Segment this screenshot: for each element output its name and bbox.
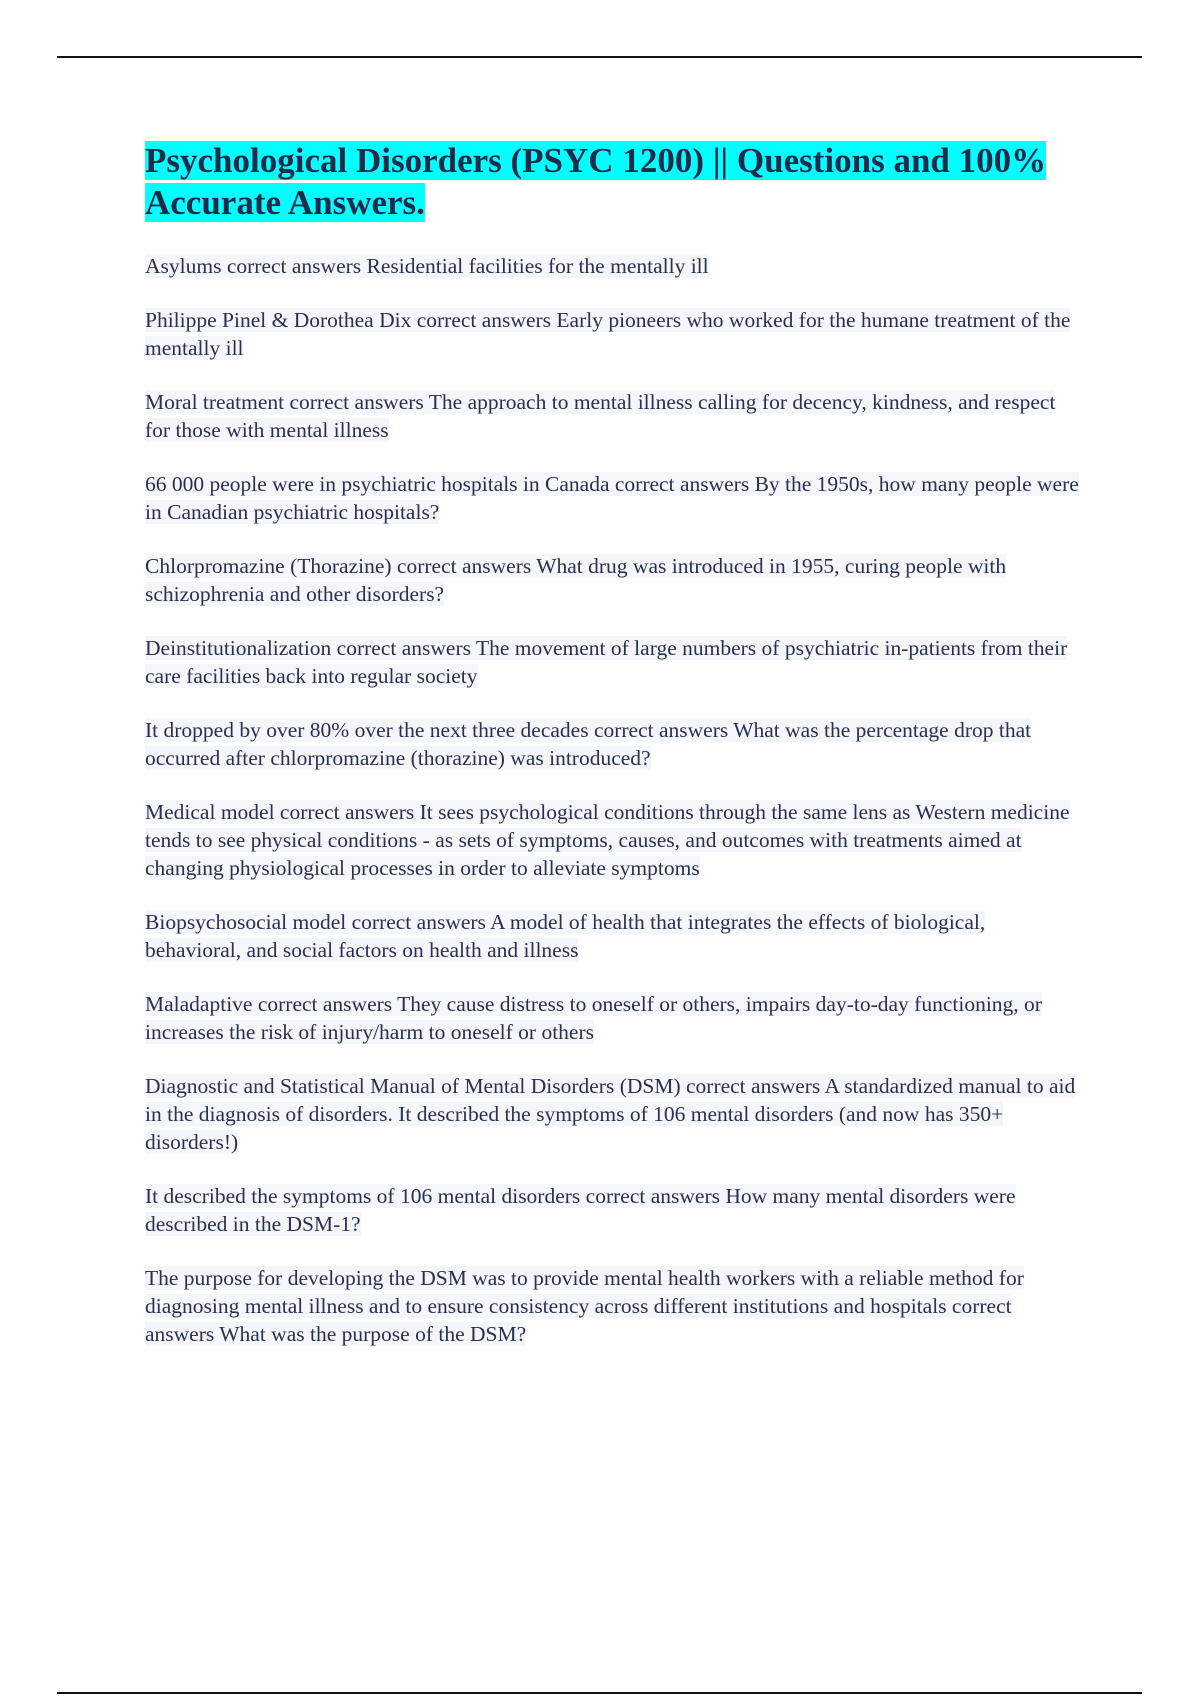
qa-entry: [145, 634, 1085, 690]
qa-entry-text: Asylums correct answers Residential facilities for the mentally ill: [145, 254, 709, 278]
qa-entry: [145, 1182, 1085, 1238]
qa-entry-text: Deinstitutionalization correct answers The movement of large numbers of psychiatric in-patients from their care facilities back into regular society: [145, 636, 1068, 688]
qa-entry-text: It described the symptoms of 106 mental disorders correct answers How many mental disorders were described in the DSM-1?: [145, 1184, 1016, 1236]
qa-entry-text: Diagnostic and Statistical Manual of Mental Disorders (DSM) correct answers A standardized manual to aid in the diagnosis of disorders. It described the symptoms of 106 mental disorders (and now has 350+ disorders!): [145, 1074, 1076, 1154]
document-title: [145, 140, 1085, 224]
qa-entry: [145, 716, 1085, 772]
header-rule: [57, 56, 1142, 58]
qa-entry: [145, 908, 1085, 964]
qa-entry-text: 66 000 people were in psychiatric hospitals in Canada correct answers By the 1950s, how many people were in Canadian psychiatric hospitals?: [145, 472, 1079, 524]
document-title-text: Psychological Disorders (PSYC 1200) || Questions and 100% Accurate Answers.: [145, 141, 1047, 222]
qa-entry: [145, 470, 1085, 526]
qa-entry: [145, 388, 1085, 444]
qa-entry: [145, 1072, 1085, 1156]
qa-entry-text: The purpose for developing the DSM was to provide mental health workers with a reliable method for diagnosing mental illness and to ensure consistency across different institutions and hospitals correct answers What was the purpose of the DSM?: [145, 1266, 1024, 1346]
qa-entry: [145, 552, 1085, 608]
qa-entry: [145, 990, 1085, 1046]
qa-entry-text: Medical model correct answers It sees psychological conditions through the same lens as Western medicine tends to see physical conditions - as sets of symptoms, causes, and outcomes with treatments aimed at changing physiological processes in order to alleviate symptoms: [145, 800, 1070, 880]
qa-entry-text: Philippe Pinel & Dorothea Dix correct answers Early pioneers who worked for the humane treatment of the mentally ill: [145, 308, 1071, 360]
document-body: [145, 140, 1085, 1374]
qa-entry-text: It dropped by over 80% over the next three decades correct answers What was the percentage drop that occurred after chlorpromazine (thorazine) was introduced?: [145, 718, 1032, 770]
qa-entry: [145, 1264, 1085, 1348]
qa-entry: [145, 798, 1085, 882]
footer-rule: [57, 1692, 1142, 1694]
qa-entry-text: Maladaptive correct answers They cause distress to oneself or others, impairs day-to-day functioning, or increases the risk of injury/harm to oneself or others: [145, 992, 1042, 1044]
qa-entry: [145, 306, 1085, 362]
qa-entry: [145, 252, 1085, 280]
qa-entry-text: Chlorpromazine (Thorazine) correct answers What drug was introduced in 1955, curing people with schizophrenia and other disorders?: [145, 554, 1007, 606]
qa-entry-text: Moral treatment correct answers The approach to mental illness calling for decency, kindness, and respect for those with mental illness: [145, 390, 1056, 442]
qa-entry-text: Biopsychosocial model correct answers A model of health that integrates the effects of biological, behavioral, and social factors on health and illness: [145, 910, 986, 962]
